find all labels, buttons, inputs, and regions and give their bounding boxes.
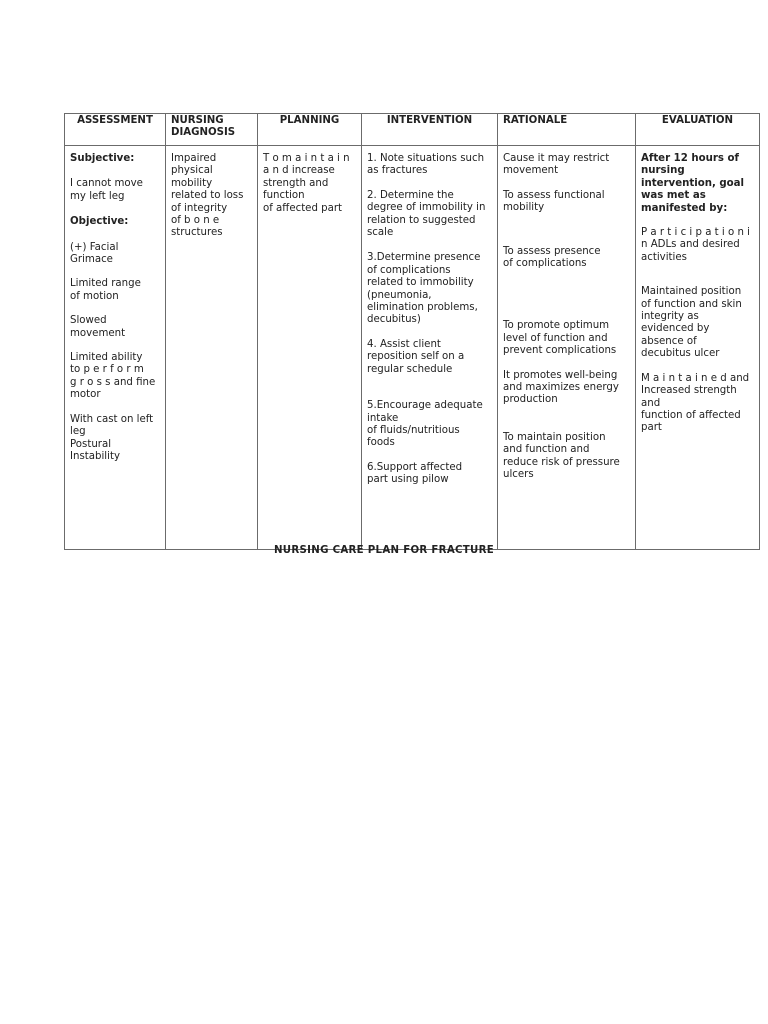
- diagnosis-cell: [166, 146, 258, 550]
- planning-cell: [258, 146, 362, 550]
- rationale-item: Cause it may restrict movement: [503, 153, 610, 177]
- planning-text: T o m a i n t a i n a n d increase strength and function of affected part: [263, 153, 350, 214]
- objective-item: With cast on left leg Postural Instability: [70, 413, 154, 462]
- evaluation-cell: [636, 146, 760, 550]
- rationale-item: It promotes well-being and maximizes energy production: [503, 369, 619, 406]
- objective-label: Objective:: [70, 216, 129, 228]
- intervention-item: 1. Note situations such as fractures: [367, 153, 485, 177]
- header-assessment: ASSESSMENT: [65, 114, 166, 146]
- objective-item: Limited ability to p e r f o r m g r o s s and fine motor: [70, 352, 156, 401]
- intervention-item: 4. Assist client reposition self on a regular schedule: [367, 338, 465, 375]
- intervention-item: 2. Determine the degree of immobility in relation to suggested scale: [367, 189, 486, 239]
- intervention-item: 3.Determine presence of complications related to immobility (pneumonia, elimination problems, decubitus): [367, 252, 481, 326]
- rationale-item: To assess presence of complications: [503, 245, 601, 270]
- intervention-item: 6.Support affected part using pilow: [367, 461, 463, 486]
- table-row: [65, 146, 760, 550]
- header-evaluation: EVALUATION: [636, 114, 760, 146]
- rationale-item: To promote optimum level of function and prevent complications: [503, 320, 617, 357]
- table-header-row: [65, 114, 760, 146]
- table-caption: NURSING CARE PLAN FOR FRACTURE: [273, 545, 495, 556]
- evaluation-item: P a r t i c i p a t i o n i n ADLs and desired activities: [641, 227, 750, 263]
- objective-item: Slowed movement: [70, 315, 126, 339]
- objective-item: Limited range of motion: [70, 278, 141, 302]
- intervention-item: 5.Encourage adequate intake of fluids/nutritious foods: [367, 400, 483, 449]
- evaluation-item: M a i n t a i n e d and Increased strength and function of affected part: [641, 372, 750, 434]
- nursing-care-plan-table: [64, 113, 760, 550]
- header-planning: PLANNING: [258, 114, 362, 146]
- rationale-item: To assess functional mobility: [503, 189, 605, 214]
- evaluation-item: Maintained position of function and skin integrity as evidenced by absence of decubitus ulcer: [641, 286, 742, 360]
- header-rationale: RATIONALE: [498, 114, 636, 146]
- rationale-cell: [498, 146, 636, 550]
- assessment-cell: [65, 146, 166, 550]
- evaluation-lead: After 12 hours of nursing intervention, goal was met as manifested by:: [641, 153, 745, 214]
- intervention-cell: [362, 146, 498, 550]
- diagnosis-text: Impaired physical mobility related to loss of integrity of b o n e structures: [171, 153, 244, 239]
- header-nursing-diagnosis: NURSING DIAGNOSIS: [166, 114, 258, 146]
- subjective-text: I cannot move my left leg: [70, 178, 143, 202]
- header-intervention: INTERVENTION: [362, 114, 498, 146]
- objective-item: (+) Facial Grimace: [70, 241, 119, 266]
- rationale-item: To maintain position and function and reduce risk of pressure ulcers: [503, 431, 620, 481]
- subjective-label: Subjective:: [70, 153, 135, 164]
